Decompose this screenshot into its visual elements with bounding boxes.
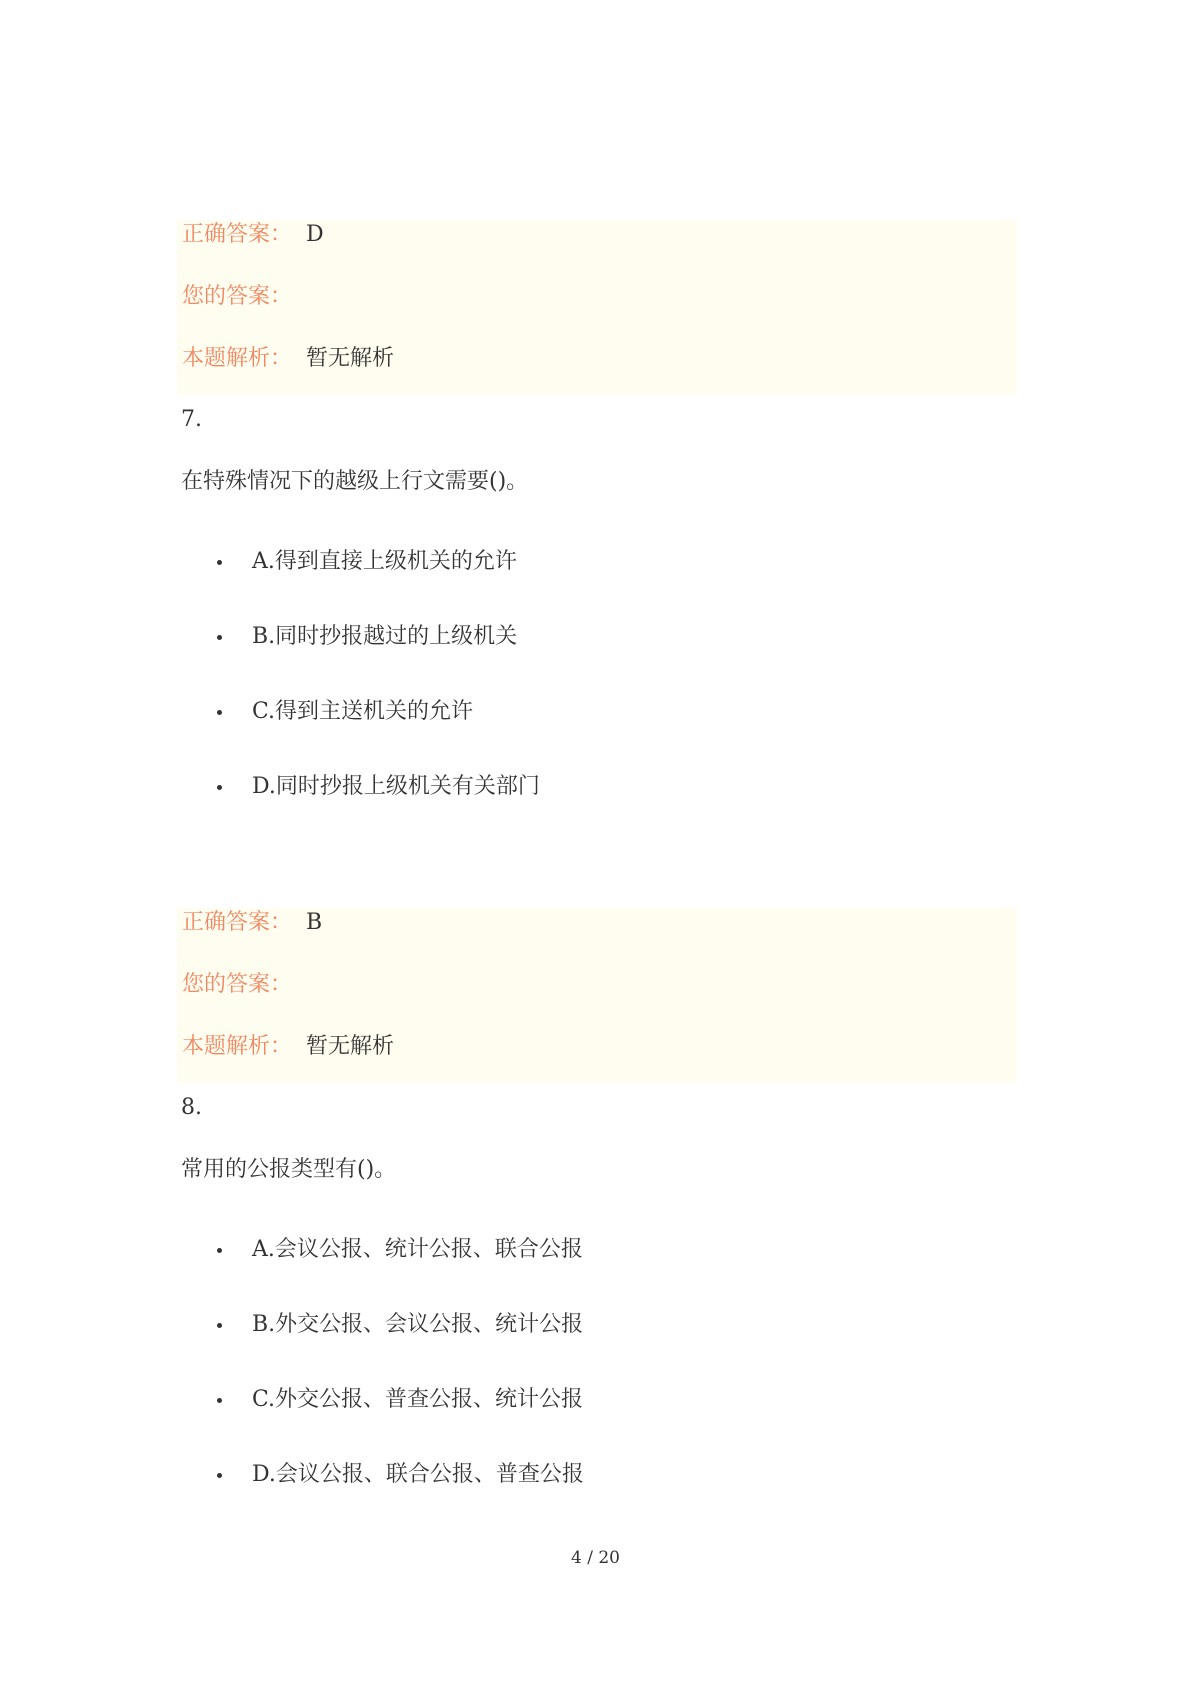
bullet-icon — [217, 1248, 222, 1253]
option-d[interactable] — [0, 772, 800, 802]
analysis-label: 本题解析： — [182, 1034, 293, 1059]
correct-answer-value: B — [306, 910, 323, 935]
your-answer-label: 您的答案： — [182, 284, 293, 309]
question-stem: 常用的公报类型有()。 — [181, 1157, 397, 1182]
option-label: B.外交公报、会议公报、统计公报 — [252, 1312, 584, 1337]
bullet-icon — [217, 560, 222, 565]
option-c[interactable] — [0, 1385, 800, 1415]
bullet-icon — [217, 710, 222, 715]
bullet-icon — [217, 1323, 222, 1328]
option-label: A.会议公报、统计公报、联合公报 — [252, 1237, 583, 1262]
your-answer-row — [182, 970, 306, 1000]
option-label: A.得到直接上级机关的允许 — [252, 549, 517, 574]
bullet-icon — [217, 635, 222, 640]
analysis-value: 暂无解析 — [306, 1034, 395, 1059]
bullet-icon — [217, 1398, 222, 1403]
option-label: B.同时抄报越过的上级机关 — [252, 624, 518, 649]
page-number: 4 / 20 — [571, 1548, 620, 1568]
analysis-value: 暂无解析 — [306, 346, 395, 371]
option-d[interactable] — [0, 1460, 800, 1490]
bullet-icon — [217, 785, 222, 790]
option-c[interactable] — [0, 697, 800, 727]
analysis-row — [182, 344, 394, 374]
analysis-row — [182, 1032, 394, 1062]
option-label: D.同时抄报上级机关有关部门 — [252, 774, 540, 799]
answer-panel — [177, 908, 1017, 1083]
option-b[interactable] — [0, 622, 800, 652]
correct-answer-label: 正确答案： — [182, 910, 293, 935]
bullet-icon — [217, 1473, 222, 1478]
analysis-label: 本题解析： — [182, 346, 293, 371]
option-label: D.会议公报、联合公报、普查公报 — [252, 1462, 584, 1487]
correct-answer-row — [182, 908, 322, 938]
correct-answer-row — [182, 220, 324, 250]
option-label: C.得到主送机关的允许 — [252, 699, 474, 724]
correct-answer-value: D — [306, 222, 324, 247]
question-number: 8. — [181, 1095, 202, 1120]
option-a[interactable] — [0, 1235, 800, 1265]
your-answer-label: 您的答案： — [182, 972, 293, 997]
option-a[interactable] — [0, 547, 800, 577]
option-label: C.外交公报、普查公报、统计公报 — [252, 1387, 584, 1412]
your-answer-row — [182, 282, 306, 312]
correct-answer-label: 正确答案： — [182, 222, 293, 247]
question-number: 7. — [181, 407, 202, 432]
option-b[interactable] — [0, 1310, 800, 1340]
answer-panel — [177, 220, 1017, 395]
question-stem: 在特殊情况下的越级上行文需要()。 — [181, 469, 529, 494]
